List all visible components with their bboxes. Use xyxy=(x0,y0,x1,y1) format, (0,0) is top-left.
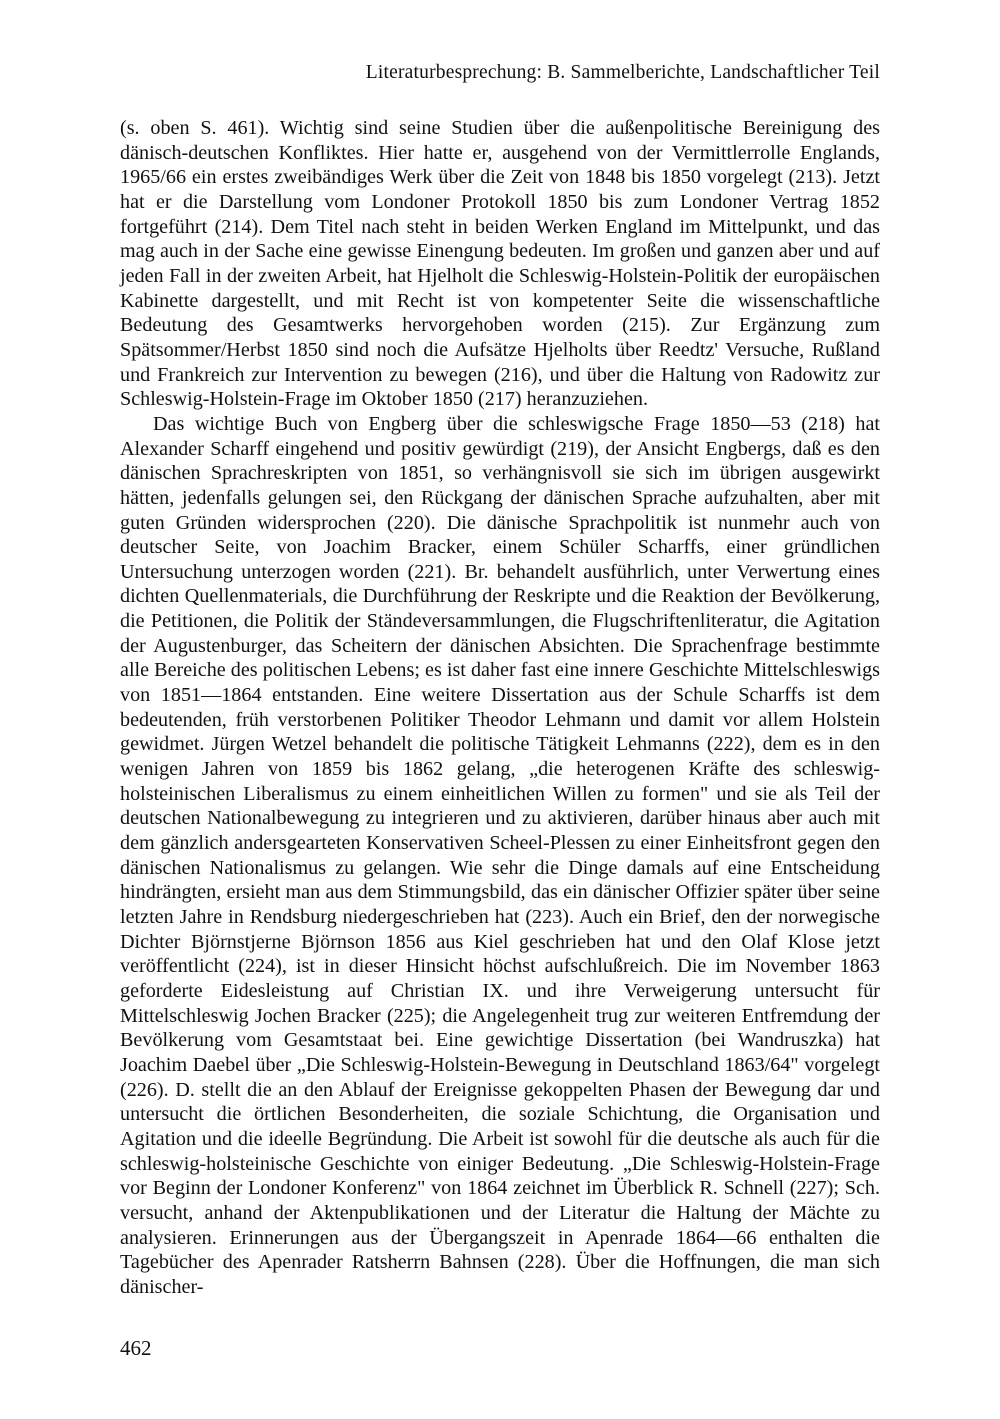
paragraph-2: Das wichtige Buch von Engberg über die schleswigsche Frage 1850—53 (218) hat Alexander Scharff eingehend und positiv gewürdigt (219), der Ansicht Engbergs, daß es den dänischen Sprachreskripten von 1851, so verhängnisvoll sie sich im übrigen ausgewirkt hätten, jedenfalls gelungen sei, den Rückgang der dänischen Sprache aufzuhalten, aber mit guten Gründen widersprochen (220). Die dänische Sprachpolitik ist nunmehr auch von deutscher Seite, von Joachim Bracker, einem Schüler Scharffs, einer gründlichen Untersuchung unterzogen worden (221). Br. behandelt ausführlich, unter Verwertung eines dichten Quellenmaterials, die Durchführung der Reskripte und die Reaktion der Bevölkerung, die Petitionen, die Politik der Ständeversammlungen, die Flugschriftenliteratur, die Agitation der Augustenburger, das Scheitern der dänischen Absichten. Die Sprachenfrage bestimmte alle Bereiche des politischen Lebens; es ist daher fast eine innere Geschichte Mittelschleswigs von 1851—1864 entstanden. Eine weitere Dissertation aus der Schule Scharffs ist dem bedeutenden, früh verstorbenen Politiker Theodor Lehmann und damit vor allem Holstein gewidmet. Jürgen Wetzel behandelt die politische Tätigkeit Lehmanns (222), dem es in den wenigen Jahren von 1859 bis 1862 gelang, „die heterogenen Kräfte des schleswig-holsteinischen Liberalismus zu einem einheitlichen Willen zu formen" und sie als Teil der deutschen Nationalbewegung zu integrieren und zu aktivieren, darüber hinaus aber auch mit dem gänzlich andersgearteten Konservativen Scheel-Plessen zu einer Einheitsfront gegen den dänischen Nationalismus zu gelangen. Wie sehr die Dinge damals auf eine Entscheidung hindrängten, ersieht man aus dem Stimmungsbild, das ein dänischer Offizier später über seine letzten Jahre in Rendsburg niedergeschrieben hat (223). Auch ein Brief, den der norwegische Dichter Björnstjerne Björnson 1856 aus Kiel geschrieben hat und den Olaf Klose jetzt veröffentlicht (224), ist in dieser Hinsicht höchst aufschlußreich. Die im November 1863 geforderte Eidesleistung auf Christian IX. und ihre Verweigerung untersucht für Mittelschleswig Jochen Bracker (225); die Angelegenheit trug zur weiteren Entfremdung der Bevölkerung vom Gesamtstaat bei. Eine gewichtige Dissertation (bei Wandruszka) hat Joachim Daebel über „Die Schleswig-Holstein-Bewegung in Deutschland 1863/64" vorgelegt (226). D. stellt die an den Ablauf der Ereignisse gekoppelten Phasen der Bewegung dar und untersucht die örtlichen Besonderheiten, die soziale Schichtung, die Organisation und Agitation und die ideelle Begründung. Die Arbeit ist sowohl für die deutsche als auch für die schleswig-holsteinische Geschichte von einiger Bedeutung. „Die Schleswig-Holstein-Frage vor Beginn der Londoner Konferenz" von 1864 zeichnet im Überblick R. Schnell (227); Sch. versucht, anhand der Aktenpublikationen und der Literatur die Haltung der Mächte zu analysieren. Erinnerungen aus der Übergangszeit in Apenrade 1864—66 enthalten die Tagebücher des Apenrader Ratsherrn Bahnsen (228). Über die Hoffnungen, die man sich dänischer- xyxy=(120,412,880,1298)
body-text xyxy=(120,116,880,1300)
running-header: Literaturbesprechung: B. Sammelberichte, Landschaftlicher Teil xyxy=(365,62,880,83)
page-number: 462 xyxy=(120,1336,152,1360)
paragraph-1: (s. oben S. 461). Wichtig sind seine Studien über die außenpolitische Bereinigung des dänisch-deutschen Konfliktes. Hier hatte er, ausgehend von der Vermittlerrolle Englands, 1965/66 ein erstes zweibändiges Werk über die Zeit von 1848 bis 1850 vorgelegt (213). Jetzt hat er die Darstellung vom Londoner Protokoll 1850 bis zum Londoner Vertrag 1852 fortgeführt (214). Dem Titel nach steht in beiden Werken England im Mittelpunkt, und das mag auch in der Sache eine gewisse Einengung bedeuten. Im großen und ganzen aber und auf jeden Fall in der zweiten Arbeit, hat Hjelholt die Schleswig-Holstein-Politik der europäischen Kabinette dargestellt, und mit Recht ist von kompetenter Seite die wissenschaftliche Bedeutung des Gesamtwerks hervorgehoben worden (215). Zur Ergänzung zum Spätsommer/Herbst 1850 sind noch die Aufsätze Hjelholts über Reedtz' Versuche, Rußland und Frankreich zur Intervention zu bewegen (216), und über die Haltung von Radowitz zur Schleswig-Holstein-Frage im Oktober 1850 (217) heranzuziehen. xyxy=(120,117,880,411)
